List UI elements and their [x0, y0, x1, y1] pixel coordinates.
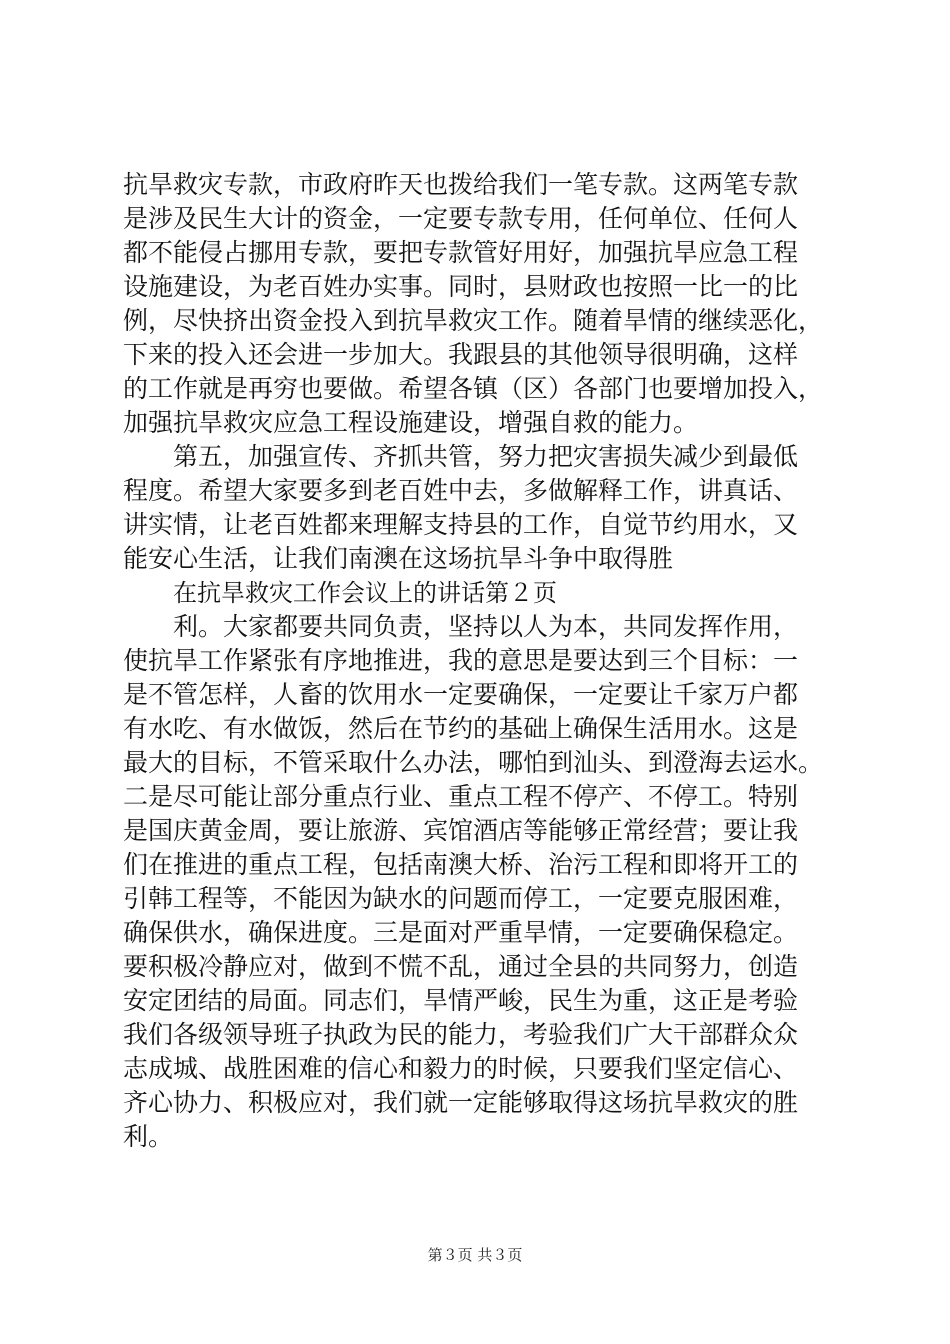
text-line: 设施建设，为老百姓办实事。同时，县财政也按照一比一的比 [123, 272, 799, 301]
text-line: 是涉及民生大计的资金，一定要专款专用，任何单位、任何人 [123, 204, 799, 233]
text-line: 志成城、战胜困难的信心和毅力的时候，只要我们坚定信心、 [123, 1054, 799, 1083]
text-line: 确保供水，确保进度。三是面对严重旱情，一定要确保稳定。 [123, 918, 799, 947]
text-line: 有水吃、有水做饭，然后在节约的基础上确保生活用水。这是 [123, 714, 799, 743]
text-line: 使抗旱工作紧张有序地推进，我的意思是要达到三个目标：一 [123, 646, 799, 675]
text-line: 是国庆黄金周，要让旅游、宾馆酒店等能够正常经营；要让我 [123, 816, 799, 845]
text-line: 都不能侵占挪用专款，要把专款管好用好，加强抗旱应急工程 [123, 238, 799, 267]
text-line: 加强抗旱救灾应急工程设施建设，增强自救的能力。 [123, 408, 699, 437]
text-line: 例，尽快挤出资金投入到抗旱救灾工作。随着旱情的继续恶化， [123, 306, 824, 335]
text-line: 们在推进的重点工程，包括南澳大桥、治污工程和即将开工的 [123, 850, 799, 879]
text-line-paragraph-start: 第五，加强宣传、齐抓共管，努力把灾害损失减少到最低 [173, 442, 799, 471]
text-line: 讲实情，让老百姓都来理解支持县的工作，自觉节约用水，又 [123, 510, 799, 539]
text-line: 是不管怎样，人畜的饮用水一定要确保，一定要让千家万户都 [123, 680, 799, 709]
text-line: 要积极冷静应对，做到不慌不乱，通过全县的共同努力，创造 [123, 952, 799, 981]
text-line: 抗旱救灾专款，市政府昨天也拨给我们一笔专款。这两笔专款 [123, 170, 799, 199]
text-line: 安定团结的局面。同志们，旱情严峻，民生为重，这正是考验 [123, 986, 799, 1015]
text-line: 的工作就是再穷也要做。希望各镇（区）各部门也要增加投入， [123, 374, 824, 403]
document-body [123, 168, 843, 1154]
text-line: 下来的投入还会进一步加大。我跟县的其他领导很明确，这样 [123, 340, 799, 369]
text-line: 能安心生活，让我们南澳在这场抗旱斗争中取得胜 [123, 544, 674, 573]
text-line: 二是尽可能让部分重点行业、重点工程不停产、不停工。特别 [123, 782, 799, 811]
text-line: 齐心协力、积极应对，我们就一定能够取得这场抗旱救灾的胜 [123, 1088, 799, 1117]
page-break-heading: 在抗旱救灾工作会议上的讲话第２页 [173, 579, 557, 607]
page-footer: 第３页 共３页 [427, 1246, 523, 1264]
text-line: 最大的目标，不管采取什么办法，哪怕到汕头、到澄海去运水。 [123, 748, 824, 777]
text-line-paragraph-start: 利。大家都要共同负责，坚持以人为本，共同发挥作用， [173, 612, 799, 641]
text-line: 我们各级领导班子执政为民的能力，考验我们广大干部群众众 [123, 1020, 799, 1049]
text-line: 引韩工程等，不能因为缺水的问题而停工，一定要克服困难， [123, 884, 799, 913]
text-line: 程度。希望大家要多到老百姓中去，多做解释工作，讲真话、 [123, 476, 799, 505]
text-line: 利。 [123, 1122, 174, 1151]
